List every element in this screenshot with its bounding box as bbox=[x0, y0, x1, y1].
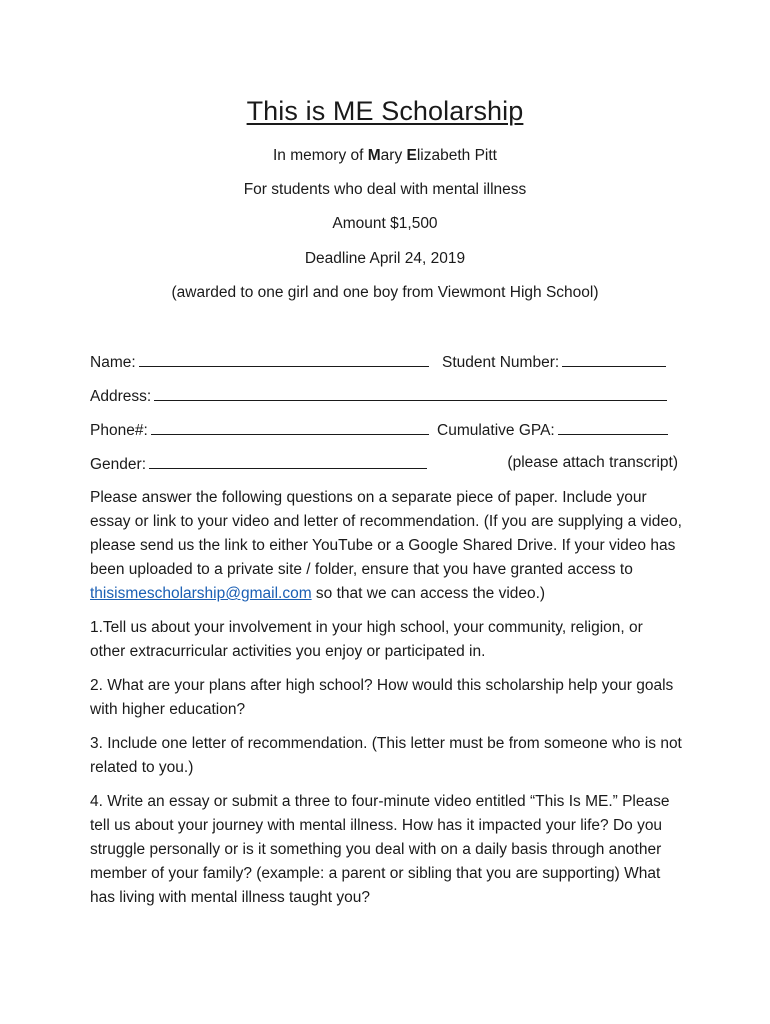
gender-field[interactable] bbox=[90, 452, 427, 476]
memorial-ary: ary bbox=[380, 147, 407, 164]
memorial-lizabeth: lizabeth Pitt bbox=[416, 147, 497, 164]
address-field[interactable] bbox=[90, 384, 667, 408]
address-row bbox=[90, 384, 678, 406]
student-number-blank[interactable] bbox=[562, 350, 666, 367]
instructions-paragraph bbox=[90, 486, 682, 606]
name-label: Name: bbox=[90, 354, 136, 371]
email-link[interactable]: thisismescholarship@gmail.com bbox=[90, 585, 312, 602]
instructions-text-end: so that we can access the video.) bbox=[311, 585, 546, 602]
memorial-prefix: In memory of bbox=[273, 147, 368, 164]
instructions-text: Please answer the following questions on a separate piece of paper. Include your essay or link to your video and letter of recommendation. (If you are supplying a video, please send us the link to either YouTube or a Google Shared Drive. If your video has been uploaded to a private site / folder, ensure that you have granted access to bbox=[90, 489, 682, 578]
question-1: 1.Tell us about your involvement in your high school, your community, religion, or other extracurricular activities you enjoy or participated in. bbox=[90, 619, 643, 660]
amount: Amount $1,500 bbox=[332, 215, 438, 232]
memorial-line bbox=[0, 146, 770, 166]
question-2: 2. What are your plans after high school? How would this scholarship help your goals with higher education? bbox=[90, 677, 674, 718]
awarded-note: (awarded to one girl and one boy from Viewmont High School) bbox=[171, 284, 599, 301]
address-label: Address: bbox=[90, 388, 152, 405]
gpa-blank[interactable] bbox=[558, 418, 668, 435]
transcript-note: (please attach transcript) bbox=[507, 454, 678, 471]
question-4: 4. Write an essay or submit a three to four-minute video entitled “This Is ME.” Please tell us about your journey with mental illness. How has it impacted your life? Do you struggle personally or is it something you deal with on a daily basis through another member of your family? (example: a parent or sibling that you are supporting) What has living with mental illness taught you? bbox=[90, 793, 670, 906]
gender-blank[interactable] bbox=[149, 452, 427, 469]
address-blank[interactable] bbox=[154, 384, 667, 401]
phone-label: Phone#: bbox=[90, 422, 148, 439]
gender-row bbox=[90, 452, 678, 474]
memorial-initial-e: E bbox=[406, 147, 417, 164]
name-row bbox=[90, 350, 678, 372]
gpa-label: Cumulative GPA: bbox=[437, 422, 555, 439]
gpa-field[interactable] bbox=[437, 418, 668, 442]
deadline: Deadline April 24, 2019 bbox=[304, 250, 466, 267]
phone-blank[interactable] bbox=[151, 418, 429, 435]
student-number-label: Student Number: bbox=[442, 354, 560, 371]
name-field[interactable] bbox=[90, 350, 429, 374]
phone-row bbox=[90, 418, 678, 440]
page-title: This is ME Scholarship bbox=[246, 96, 524, 126]
name-blank[interactable] bbox=[139, 350, 429, 367]
question-3: 3. Include one letter of recommendation. (This letter must be from someone who is not related to you.) bbox=[90, 735, 682, 776]
subtitle: For students who deal with mental illness bbox=[243, 181, 527, 198]
memorial-initial-m: M bbox=[367, 147, 381, 164]
student-number-field[interactable] bbox=[442, 350, 666, 374]
phone-field[interactable] bbox=[90, 418, 429, 442]
gender-label: Gender: bbox=[90, 456, 147, 473]
